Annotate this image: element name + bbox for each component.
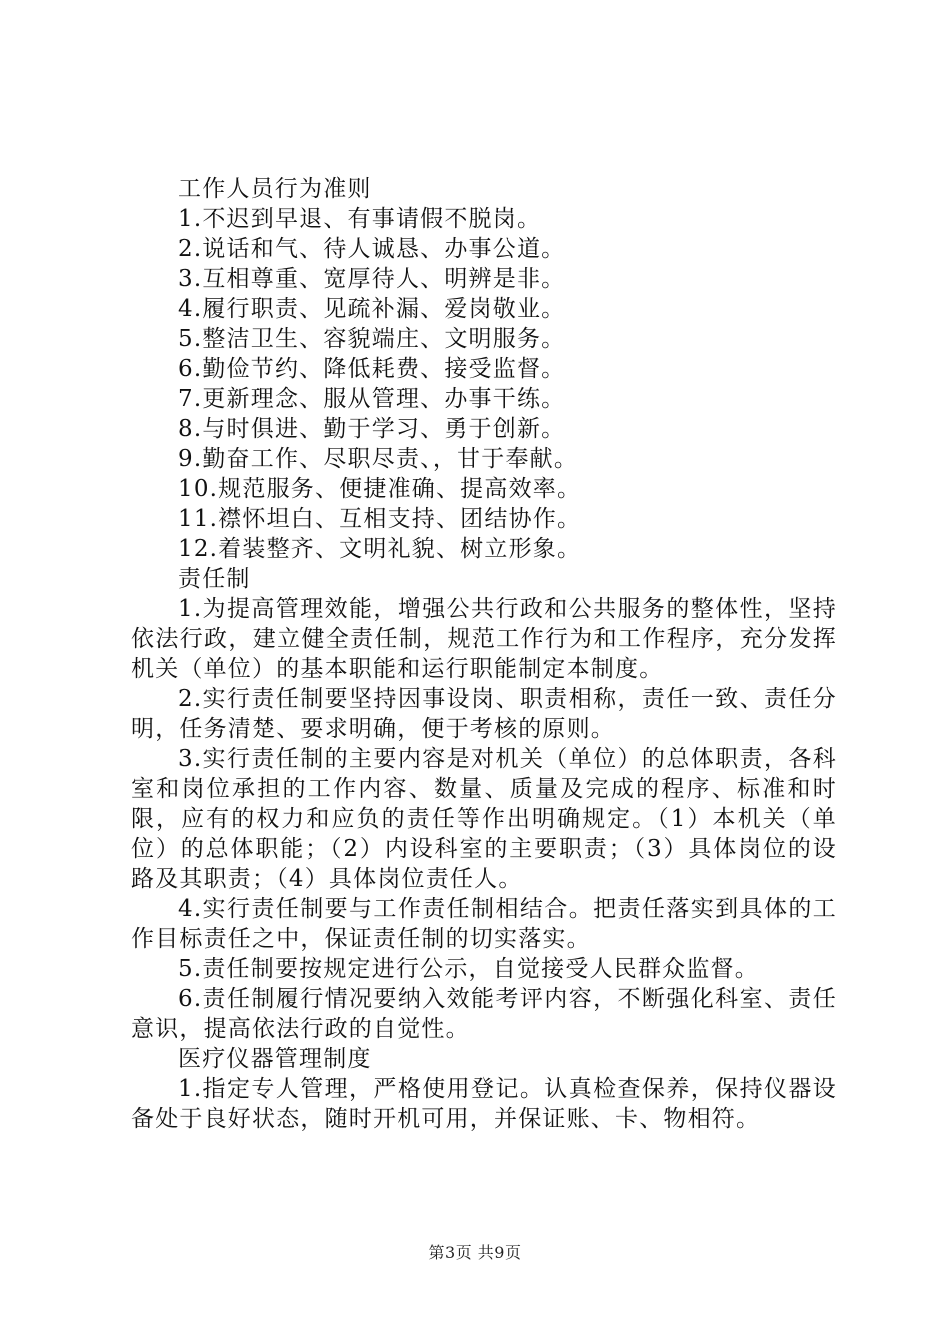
document-body xyxy=(131,174,837,1134)
rule-item: 1.不迟到早退、有事请假不脱岗。 xyxy=(178,206,542,232)
rule-item: 9.勤奋工作、尽职尽责、，甘于奉献。 xyxy=(178,446,579,472)
responsibility-clause: 3.实行责任制的主要内容是对机关（单位）的总体职责，各科室和岗位承担的工作内容、数量、质量及完成的程序、标准和时限，应有的权力和应负的责任等作出明确规定。（1）本机关（单位）的总体职能；（2）内设科室的主要职责；（3）具体岗位的设路及其职责；（4）具体岗位责任人。 xyxy=(131,746,837,892)
heading-conduct-rules: 工作人员行为准则 xyxy=(178,176,372,202)
responsibility-clause: 5.责任制要按规定进行公示，自觉接受人民群众监督。 xyxy=(178,956,759,982)
responsibility-clause: 2.实行责任制要坚持因事设岗、职责相称，责任一致、责任分明，任务清楚、要求明确，便于考核的原则。 xyxy=(131,686,837,742)
rule-item: 5.整洁卫生、容貌端庄、文明服务。 xyxy=(178,326,566,352)
responsibility-clause: 6.责任制履行情况要纳入效能考评内容，不断强化科室、责任意识，提高依法行政的自觉性。 xyxy=(131,986,837,1042)
responsibility-clause: 1.为提高管理效能，增强公共行政和公共服务的整体性，坚持依法行政，建立健全责任制，规范工作行为和工作程序，充分发挥机关（单位）的基本职能和运行职能制定本制度。 xyxy=(131,596,837,682)
rule-item: 4.履行职责、见疏补漏、爱岗敬业。 xyxy=(178,296,566,322)
rule-item: 6.勤俭节约、降低耗费、接受监督。 xyxy=(178,356,566,382)
rule-item: 10.规范服务、便捷准确、提高效率。 xyxy=(178,476,582,502)
heading-responsibility-system: 责任制 xyxy=(178,566,251,592)
rule-item: 2.说话和气、待人诚恳、办事公道。 xyxy=(178,236,566,262)
responsibility-clause: 4.实行责任制要与工作责任制相结合。把责任落实到具体的工作目标责任之中，保证责任制的切实落实。 xyxy=(131,896,837,952)
rule-item: 8.与时俱进、勤于学习、勇于创新。 xyxy=(178,416,566,442)
rule-item: 7.更新理念、服从管理、办事干练。 xyxy=(178,386,566,412)
heading-medical-equipment: 医疗仪器管理制度 xyxy=(178,1046,372,1072)
rule-item: 11.襟怀坦白、互相支持、团结协作。 xyxy=(178,506,582,532)
rule-item: 3.互相尊重、宽厚待人、明辨是非。 xyxy=(178,266,566,292)
rule-item: 12.着装整齐、文明礼貌、树立形象。 xyxy=(178,536,582,562)
equipment-clause: 1.指定专人管理，严格使用登记。认真检查保养，保持仪器设备处于良好状态，随时开机可用，并保证账、卡、物相符。 xyxy=(131,1076,837,1132)
page-footer: 第3页 共9页 xyxy=(428,1243,522,1262)
